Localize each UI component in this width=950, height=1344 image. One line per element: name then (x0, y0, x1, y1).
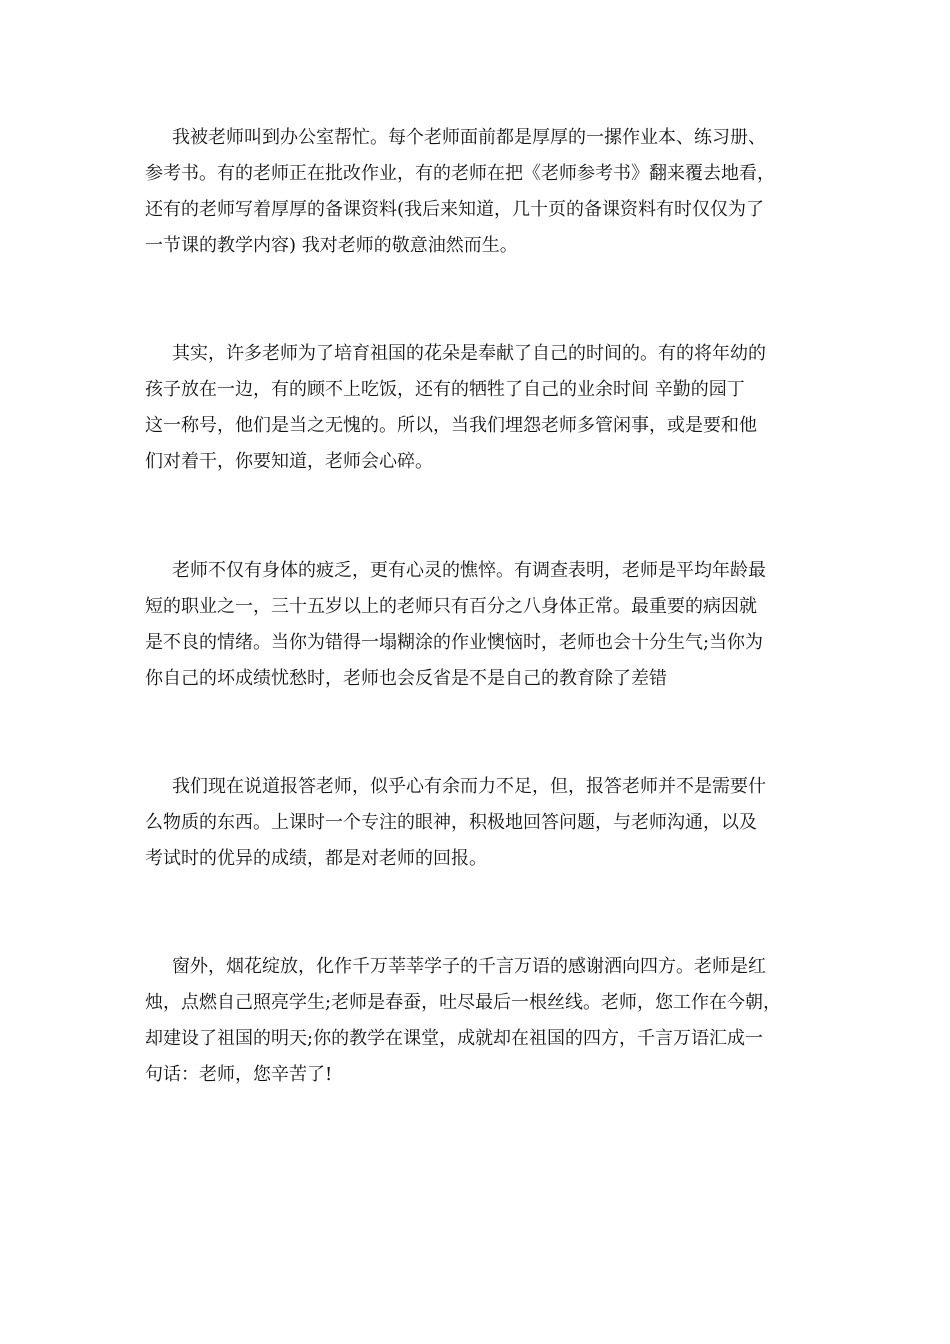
paragraph-line: 我被老师叫到办公室帮忙。每个老师面前都是厚厚的一摞作业本、练习册、 (172, 127, 766, 148)
paragraph-line: 老师不仅有身体的疲乏，更有心灵的憔悴。有调查表明，老师是平均年龄最 (172, 560, 766, 581)
paragraph-line: 参考书。有的老师正在批改作业，有的老师在把《老师参考书》翻来覆去地看， (145, 163, 775, 184)
paragraph-line: 还有的老师写着厚厚的备课资料(我后来知道，几十页的备课资料有时仅仅为了 (145, 199, 765, 220)
paragraph-line: 这一称号，他们是当之无愧的。所以，当我们埋怨老师多管闲事，或是要和他 (145, 415, 757, 436)
paragraph-5 (145, 949, 815, 1093)
paragraph-line: 窗外，烟花绽放，化作千万莘莘学子的千言万语的感谢洒向四方。老师是红 (172, 956, 766, 977)
paragraph-1 (145, 120, 815, 264)
paragraph-line: 是不良的情绪。当你为错得一塌糊涂的作业懊恼时，老师也会十分生气;当你为 (145, 632, 764, 653)
paragraph-line: 么物质的东西。上课时一个专注的眼神，积极地回答问题，与老师沟通，以及 (145, 812, 757, 833)
paragraph-line: 一节课的教学内容) 我对老师的敬意油然而生。 (145, 235, 518, 256)
paragraph-line: 短的职业之一，三十五岁以上的老师只有百分之八身体正常。最重要的病因就 (145, 596, 757, 617)
paragraph-line: 们对着干，你要知道，老师会心碎。 (145, 451, 433, 472)
paragraph-4 (145, 769, 815, 877)
paragraph-2 (145, 336, 815, 480)
paragraph-line: 孩子放在一边，有的顾不上吃饭，还有的牺牲了自己的业余时间 辛勤的园丁 (145, 379, 745, 400)
paragraph-line: 考试时的优异的成绩，都是对老师的回报。 (145, 848, 487, 869)
paragraph-line: 我们现在说道报答老师，似乎心有余而力不足，但，报答老师并不是需要什 (172, 776, 766, 797)
paragraph-line: 你自己的坏成绩忧愁时，老师也会反省是不是自己的教育除了差错 (145, 668, 667, 689)
paragraph-line: 却建设了祖国的明天;你的教学在课堂，成就却在祖国的四方，千言万语汇成一 (145, 1028, 764, 1049)
paragraph-line: 句话：老师，您辛苦了! (145, 1064, 333, 1085)
paragraph-line: 其实，许多老师为了培育祖国的花朵是奉献了自己的时间的。有的将年幼的 (172, 343, 766, 364)
paragraph-3 (145, 553, 815, 697)
paragraph-line: 烛，点燃自己照亮学生;老师是春蚕，吐尽最后一根丝线。老师，您工作在今朝， (145, 992, 782, 1013)
